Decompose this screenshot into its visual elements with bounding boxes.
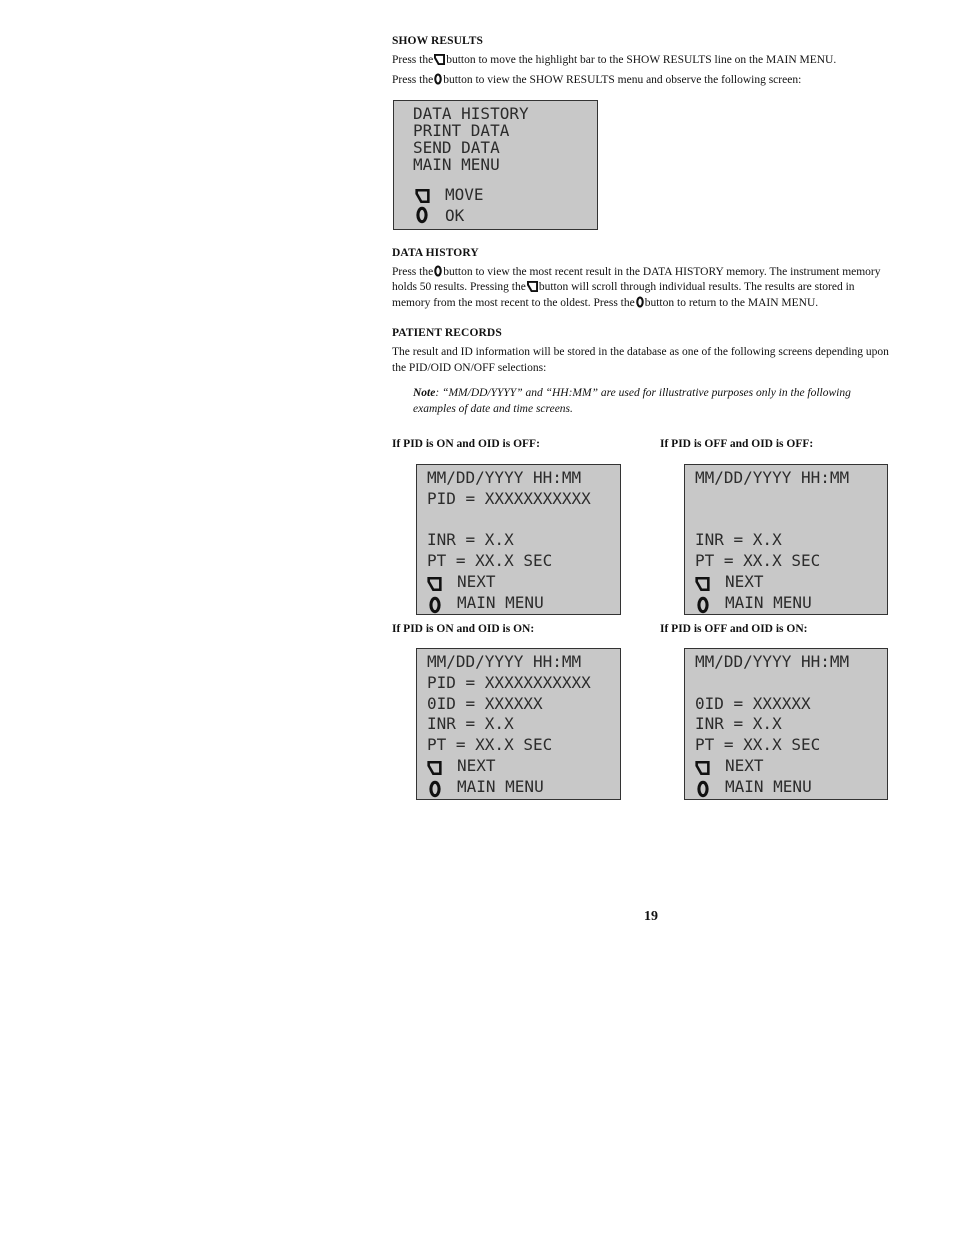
text-fragment: button to move the highlight bar to the SHOW RESULTS line on the MAIN MENU.: [446, 54, 837, 66]
move-icon: [427, 577, 442, 591]
menu-line-data-history: DATA HISTORY: [413, 104, 529, 123]
oid-line: 0ID = XXXXXX: [427, 693, 543, 713]
datetime-line: MM/DD/YYYY HH:MM: [695, 652, 850, 671]
move-button-icon: [434, 54, 445, 65]
text-fragment: Press the: [392, 74, 434, 86]
datetime-line: MM/DD/YYYY HH:MM: [695, 468, 850, 487]
main-menu-label: MAIN MENU: [725, 592, 812, 612]
ok-icon: [429, 780, 441, 798]
record-screen-pid-on-oid-on: [416, 648, 621, 800]
next-label: NEXT: [457, 756, 496, 775]
pt-line: PT = XX.X SEC: [695, 735, 821, 755]
next-label: NEXT: [725, 756, 764, 775]
datetime-line: MM/DD/YYYY HH:MM: [427, 652, 582, 671]
data-history-line-3: [392, 296, 818, 312]
record-screen-pid-off-oid-off: [684, 464, 888, 615]
text-fragment: : “MM/DD/YYYY” and “HH:MM” are used for illustrative purposes only in the following: [435, 387, 851, 399]
note-line-2: examples of date and time screens.: [413, 403, 573, 415]
menu-line-print-data: PRINT DATA: [413, 121, 510, 140]
patient-records-line-1: The result and ID information will be stored in the database as one of the following screens depending upon: [392, 346, 889, 358]
patient-records-line-2: the PID/OID ON/OFF selections:: [392, 362, 547, 374]
note-label: Note: [413, 387, 436, 399]
text-fragment: Press the: [392, 54, 434, 66]
move-icon: [695, 761, 710, 775]
ok-icon: [697, 780, 709, 798]
ok-icon: [416, 206, 428, 224]
caption-pid-off-oid-off: If PID is OFF and OID is OFF:: [660, 438, 814, 450]
next-label: NEXT: [457, 572, 496, 591]
record-screen-pid-off-oid-on: [684, 648, 888, 800]
move-icon: [415, 189, 430, 203]
move-icon: [695, 577, 710, 591]
move-label: MOVE: [445, 185, 484, 204]
show-results-menu-screen: [393, 100, 598, 230]
main-menu-label: MAIN MENU: [457, 776, 544, 796]
note-line-1: [413, 386, 851, 402]
ok-icon: [697, 596, 709, 614]
patient-records-heading: PATIENT RECORDS: [392, 327, 502, 339]
caption-pid-on-oid-on: If PID is ON and OID is ON:: [392, 623, 535, 635]
menu-line-main-menu: MAIN MENU: [413, 155, 500, 174]
caption-pid-off-oid-on: If PID is OFF and OID is ON:: [660, 623, 808, 635]
move-button-icon: [527, 281, 538, 292]
main-menu-label: MAIN MENU: [457, 592, 544, 612]
show-results-line-2: [392, 73, 801, 89]
pt-line: PT = XX.X SEC: [695, 551, 821, 571]
show-results-heading: SHOW RESULTS: [392, 35, 484, 47]
pid-line: PID = XXXXXXXXXXX: [427, 488, 591, 508]
inr-line: INR = X.X: [427, 530, 514, 550]
text-fragment: holds 50 results. Pressing the: [392, 281, 526, 293]
data-history-heading: DATA HISTORY: [392, 247, 479, 259]
inr-line: INR = X.X: [695, 714, 782, 734]
caption-pid-on-oid-off: If PID is ON and OID is OFF:: [392, 438, 540, 450]
text-fragment: button to return to the MAIN MENU.: [644, 297, 819, 309]
menu-line-send-data: SEND DATA: [413, 138, 500, 157]
ok-button-icon: [434, 265, 442, 277]
pt-line: PT = XX.X SEC: [427, 735, 553, 755]
datetime-line: MM/DD/YYYY HH:MM: [427, 468, 582, 487]
move-icon: [427, 761, 442, 775]
pid-line: PID = XXXXXXXXXXX: [427, 672, 591, 692]
oid-line: 0ID = XXXXXX: [695, 693, 811, 713]
ok-icon: [429, 596, 441, 614]
ok-button-icon: [636, 296, 644, 308]
data-history-line-1: [392, 265, 881, 281]
next-label: NEXT: [725, 572, 764, 591]
show-results-line-1: [392, 53, 836, 69]
pt-line: PT = XX.X SEC: [427, 551, 553, 571]
text-fragment: button to view the most recent result in the DATA HISTORY memory. The instrument memory: [443, 266, 881, 278]
text-fragment: Press the: [392, 266, 434, 278]
page-number: 19: [644, 909, 658, 924]
text-fragment: button to view the SHOW RESULTS menu and observe the following screen:: [443, 74, 802, 86]
ok-label: OK: [445, 206, 465, 225]
ok-button-icon: [434, 73, 442, 85]
inr-line: INR = X.X: [427, 714, 514, 734]
inr-line: INR = X.X: [695, 530, 782, 550]
text-fragment: memory from the most recent to the oldest. Press the: [392, 297, 635, 309]
record-screen-pid-on-oid-off: [416, 464, 621, 615]
main-menu-label: MAIN MENU: [725, 776, 812, 796]
data-history-line-2: [392, 280, 855, 296]
text-fragment: button will scroll through individual results. The results are stored in: [538, 281, 855, 293]
